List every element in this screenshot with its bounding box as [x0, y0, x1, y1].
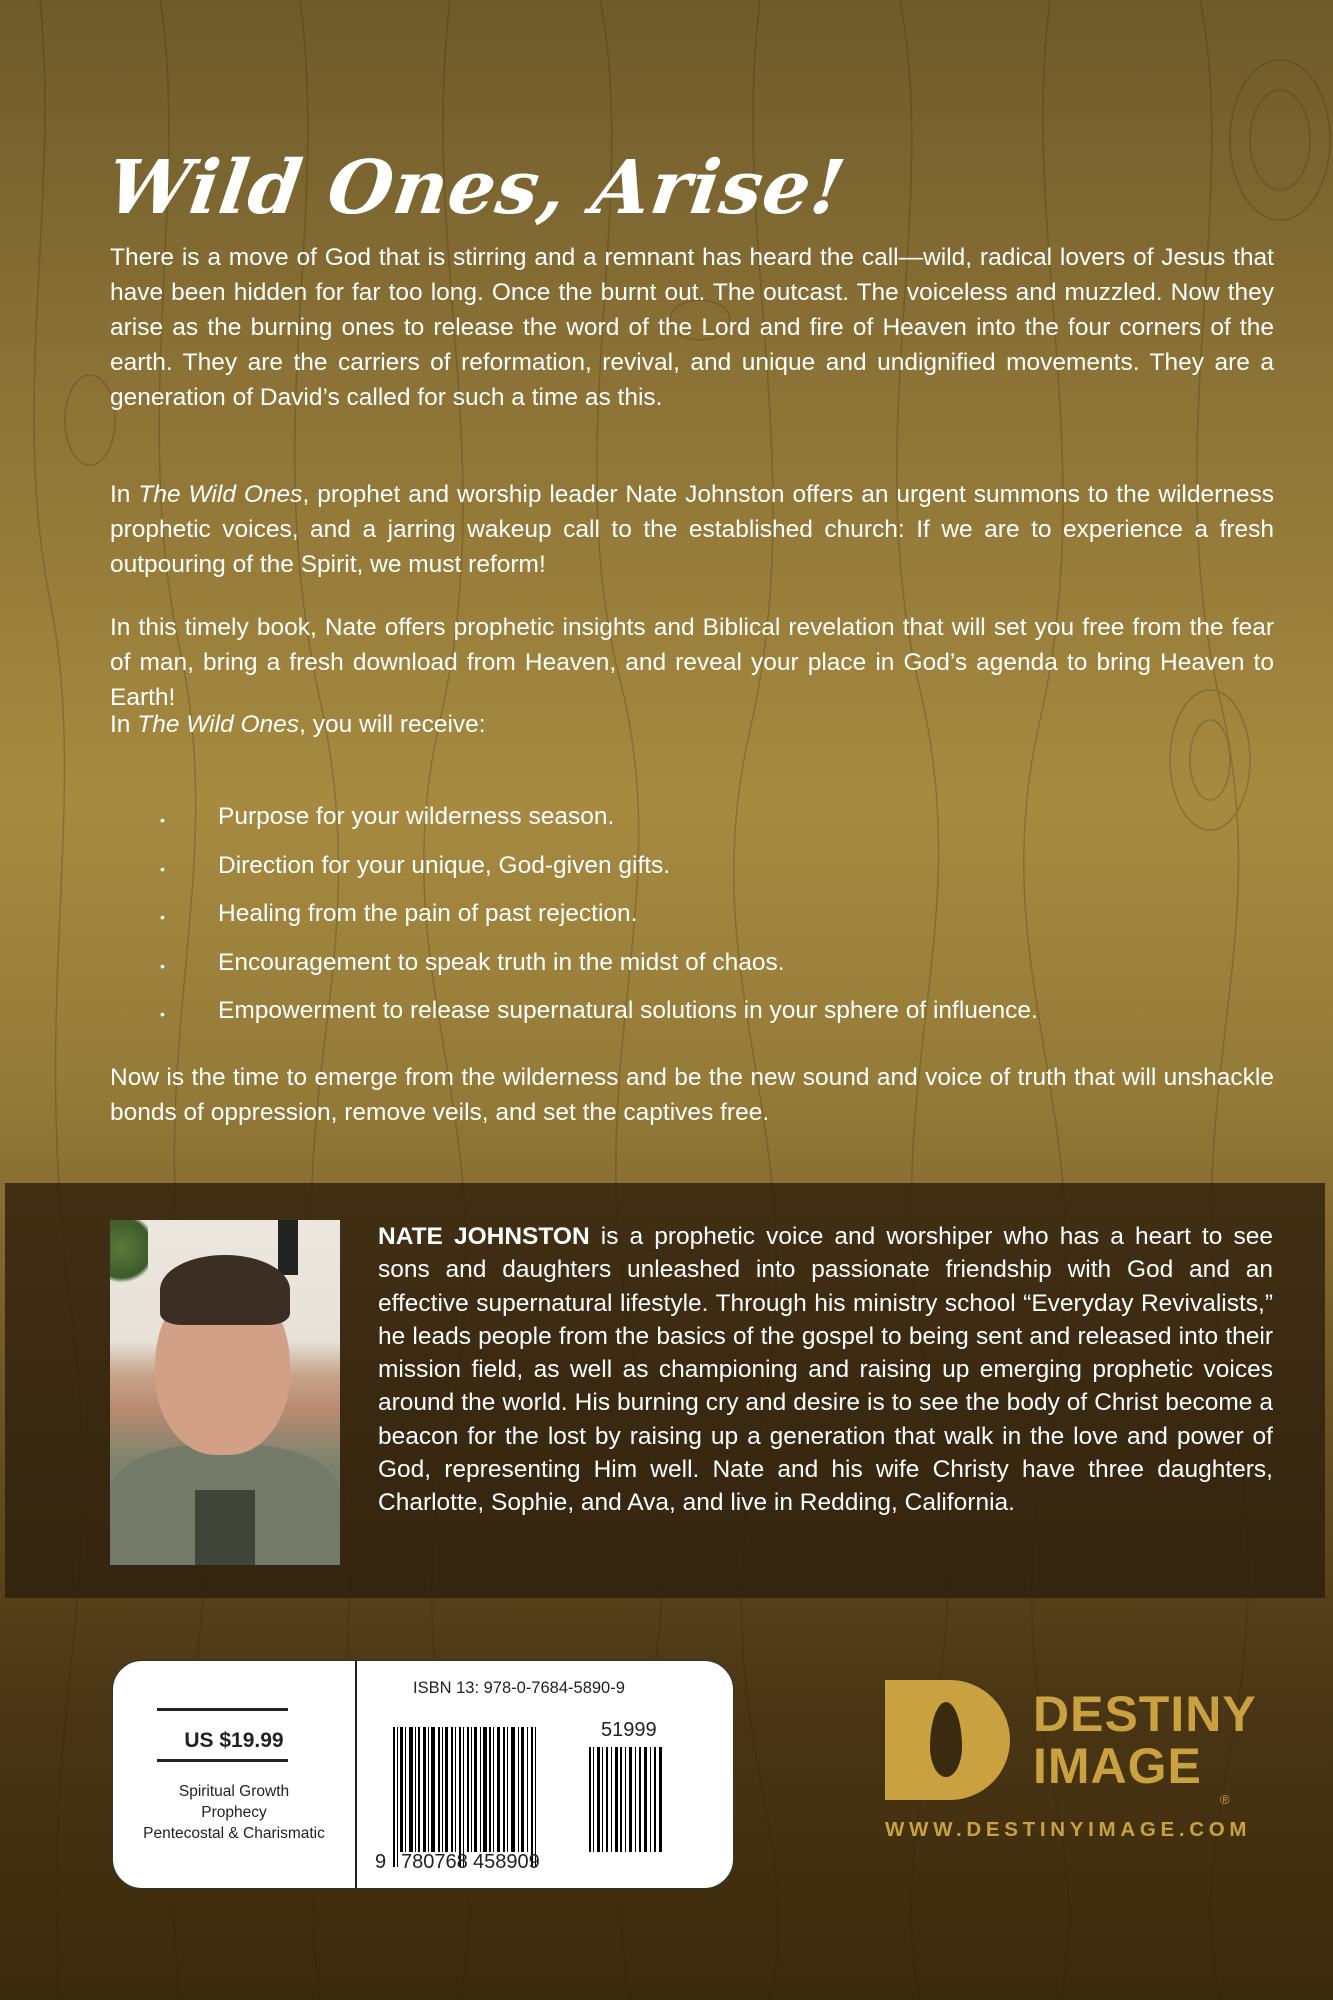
list-item — [160, 852, 1038, 901]
book-title-italic: The Wild Ones — [138, 481, 303, 508]
list-item-text: Healing from the pain of past rejection. — [218, 900, 638, 927]
category: Pentecostal & Charismatic — [143, 1825, 325, 1842]
publisher-logo — [885, 1680, 1285, 1860]
bullet-icon: • — [160, 860, 165, 877]
price-barcode-label — [112, 1660, 734, 1889]
price: US $19.99 — [184, 1729, 284, 1752]
blurb-paragraph-2 — [110, 477, 1274, 582]
author-bio — [378, 1220, 1273, 1520]
list-item — [160, 949, 1038, 998]
publisher-name-line1: DESTINY — [1033, 1686, 1257, 1742]
list-item-text: Purpose for your wilderness season. — [218, 803, 615, 830]
bullet-icon: • — [160, 1006, 165, 1022]
comma: , — [302, 481, 318, 508]
isbn-barcode — [393, 1727, 543, 1867]
list-item-text: Encouragement to speak truth in the midst of chaos. — [218, 948, 785, 976]
divider-line — [157, 1708, 288, 1711]
price-barcode — [589, 1747, 663, 1852]
barcode-digits-1: 780768 — [401, 1851, 468, 1873]
blurb-text: There is a move of God that is stirring and a remnant has heard the call—wild, radical lovers of Jesus that have been hidden for far too long. Once the burnt out. The outcast. The voiceless and muzzled. Now they arise as the burning ones to release the word of the Lord and fire of Heaven into the four corners of the earth. They are the carriers of reformation, revival, and unique and undignified movements. They are a generation of David’s called for such a time as this. — [110, 244, 1274, 411]
blurb-paragraph-1 — [110, 240, 1274, 415]
book-title-italic: The Wild Ones — [137, 711, 300, 738]
blurb-paragraph-3 — [110, 610, 1274, 715]
shirt-shape — [195, 1490, 255, 1565]
intro-prefix: In — [110, 481, 139, 508]
category-list — [113, 1781, 355, 1844]
list-item — [160, 900, 1038, 949]
label-divider — [355, 1661, 357, 1888]
registered-mark: ® — [1220, 1792, 1230, 1807]
category: Prophecy — [201, 1804, 267, 1821]
publisher-url: WWW.DESTINYIMAGE.COM — [885, 1818, 1252, 1841]
list-item-text: Empowerment to release supernatural solutions in your sphere of influence. — [218, 997, 1038, 1024]
barcode-digits-2: 458909 — [473, 1851, 540, 1873]
blurb-paragraph-closing — [110, 1060, 1274, 1130]
blurb-text: Now is the time to emerge from the wilderness and be the new sound and voice of truth that will unshackle bonds of oppression, remove veils, and set the captives free. — [110, 1064, 1274, 1126]
tagline-heading: Wild Ones, Arise! — [101, 144, 851, 231]
barcode-lead-digit: 9 — [375, 1851, 387, 1873]
author-photo — [110, 1220, 340, 1565]
blurb-text: In this timely book, Nate offers prophetic insights and Biblical revelation that will set you free from the fear of man, bring a fresh download from Heaven, and reveal your place in God’s agenda to bring Heaven to Earth! — [110, 614, 1274, 711]
benefits-list — [160, 803, 1038, 1046]
isbn-text: ISBN 13: 978-0-7684-5890-9 — [413, 1679, 625, 1697]
hair-shape — [160, 1255, 290, 1325]
blurb-paragraph-4 — [110, 707, 1274, 742]
publisher-name-line2: IMAGE — [1033, 1738, 1202, 1794]
microphone-decor — [278, 1220, 298, 1275]
author-bio-text: is a prophetic voice and worshiper who has a heart to see sons and daughters unleashed into passionate friendship with God and an effective supernatural lifestyle. Through his ministry school “Everyday Revivalists,” he leads people from the basics of the gospel to being sent and released into their mission field, as well as championing and raising up emerging prophetic voices around the world. His burning cry and desire is to see the body of Christ become a beacon for the lost by raising up a generation that walk in the love and power of God, representing Him well. Nate and his wife Christy have three daughters, Charlotte, Sophie, and Ava, and live in Redding, California. — [378, 1223, 1273, 1517]
bullet-icon: • — [160, 812, 165, 828]
plant-decor — [110, 1220, 148, 1290]
author-name: NATE JOHNSTON — [378, 1223, 590, 1250]
bullet-icon: • — [160, 957, 165, 974]
list-item — [160, 997, 1038, 1046]
comma: , — [299, 711, 313, 738]
flame-icon — [930, 1702, 962, 1777]
publisher-name — [1033, 1688, 1257, 1792]
list-item-text: Direction for your unique, God-given gifts. — [218, 851, 671, 879]
category: Spiritual Growth — [178, 1783, 290, 1800]
list-item — [160, 803, 1038, 852]
blurb-text: you will receive: — [312, 711, 486, 738]
blurb-text: prophet and worship leader Nate Johnston offers an urgent summons to the wilderness prophetic voices, and a jarring wakeup call to the established church: If we are to experience a fresh outpouring of the Spirit, we must reform! — [110, 481, 1274, 578]
bullet-icon: • — [160, 909, 165, 925]
destiny-d-logo-icon — [885, 1680, 1010, 1800]
divider-line — [157, 1759, 288, 1762]
price-code: 51999 — [601, 1719, 657, 1741]
intro-prefix: In — [110, 711, 138, 738]
